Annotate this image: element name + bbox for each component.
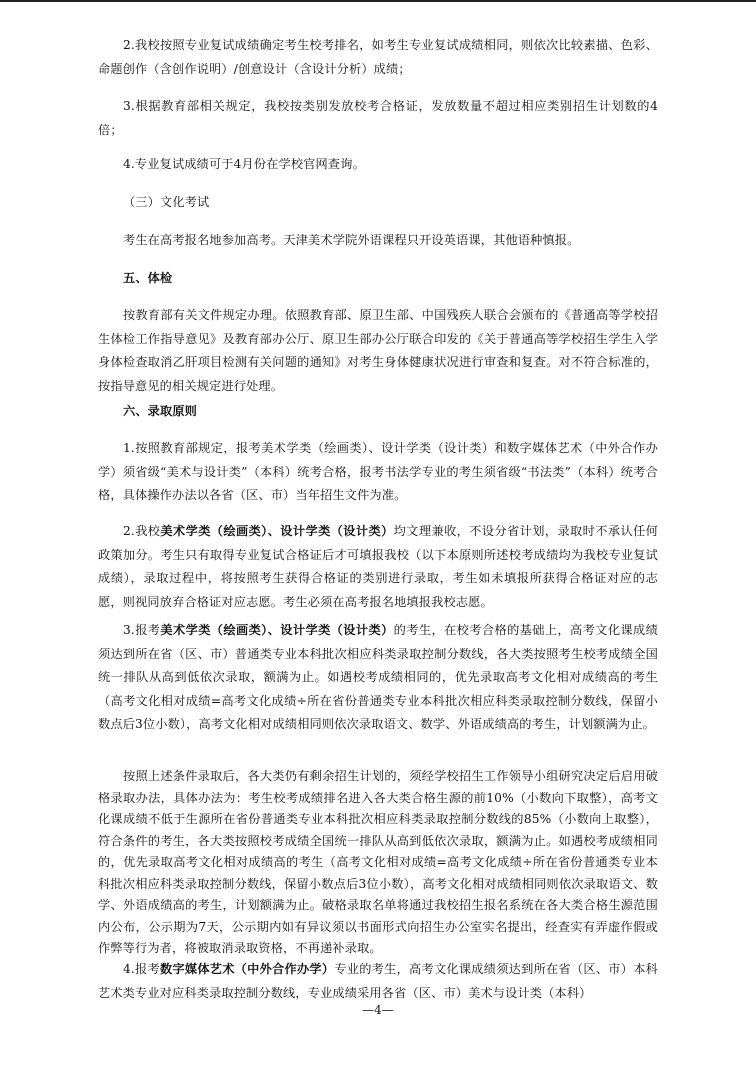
rule-4-body: 专业的考生，高考文化课成绩须达到所在省（区、市）本科艺术类专业对应科类录取控制分数线，专业成绩采用各省（区、市）美术与设计类（本科） [98, 962, 658, 1000]
heading-admission-principles: 六、录取原则 [123, 404, 198, 418]
paragraph-3-certificate: 3.根据教育部相关规定，我校按类别发放校考合格证，发放数量不超过相应类别招生计划数的4倍； [98, 99, 658, 137]
rule-2-body: 均文理兼收，不设分省计划，录取时不承认任何政策加分。考生只有取得专业复试合格证后才可填报我校（以下本原则所述校考成绩均为我校专业复试成绩），录取过程中，将按照考生获得合格证的类别进行录取，考生如未填报所获得合格证对应的志愿，则视同放弃合格证对应志愿。考生必须在高考报名地填报我校志愿。 [98, 524, 658, 609]
paragraph-rule-3 [98, 619, 658, 737]
paragraph-2-ranking: 2.我校按照专业复试成绩确定考生校考排名，如考生专业复试成绩相同，则依次比较素描、色彩、命题创作（含创作说明）/创意设计（含设计分析）成绩； [98, 38, 658, 76]
rule-4-bold-program: 数字媒体艺术（中外合作办学） [159, 962, 335, 976]
rule-3-bold-categories: 美术学类（绘画类）、设计学类（设计类） [160, 623, 394, 637]
paragraph-physical-exam: 按教育部有关文件规定办理。依照教育部、原卫生部、中国残疾人联合会颁布的《普通高等学校招生体检工作指导意见》及教育部办公厅、原卫生部办公厅联合印发的《关于普通高等学校招生学生入学身体检查取消乙肝项目检测有关问题的通知》对考生身体健康状况进行审查和复查。对不符合标准的，按指导意见的相关规定进行处理。 [98, 308, 658, 393]
subheading-culture-exam: （三）文化考试 [123, 195, 210, 209]
paragraph-4-query: 4.专业复试成绩可于4月份在学校官网查询。 [123, 157, 365, 171]
rule-2-bold-categories: 美术学类（绘画类）、设计学类（设计类） [160, 524, 394, 538]
paragraph-rule-2 [98, 520, 658, 614]
top-border [0, 0, 756, 2]
paragraph-rule-1: 1.按照教育部规定，报考美术学类（绘画类）、设计学类（设计类）和数字媒体艺术（中外合作办学）须省级“美术与设计类”（本科）统考合格，报考书法学专业的考生须省级“书法类”（本科）统考合格，具体操作办法以各省（区、市）当年招生文件为准。 [98, 441, 658, 502]
paragraph-rule-3-exceptional: 按照上述条件录取后，各大类仍有剩余招生计划的，须经学校招生工作领导小组研究决定后启用破格录取办法，具体办法为：考生校考成绩排名进入各大类合格生源的前10%（小数向下取整），高考文化课成绩不低于生源所在省份普通类专业本科批次相应科类录取控制分数线的85%（小数向上取整），符合条件的考生，各大类按照校考成绩全国统一排队从高到低依次录取，额满为止。如遇校考成绩相同的，优先录取高考文化相对成绩高的考生（高考文化相对成绩=高考文化成绩÷所在省份普通类专业本科批次相应科类录取控制分数线，保留小数点后3位小数），高考文化相对成绩相同则依次录取语文、数学、外语成绩高的考生，计划额满为止。破格录取名单将通过我校招生报名系统在各大类合格生源范围内公布，公示期为7天，公示期内如有异议须以书面形式向招生办公室实名提出，经查实有弄虚作假或作弊等行为者，将被取消录取资格，不再递补录取。 [98, 769, 658, 955]
rule-3-body: 的考生，在校考合格的基础上，高考文化课成绩须达到所在省（区、市）普通类专业本科批次相应科类录取控制分数线，各大类按照考生校考成绩全国统一排队从高到低依次录取，额满为止。如遇校考成绩相同的，优先录取高考文化相对成绩高的考生（高考文化相对成绩=高考文化成绩÷所在省份普通类专业本科批次相应科类录取控制分数线，保留小数点后3位小数），高考文化相对成绩相同则依次录取语文、数学、外语成绩高的考生，计划额满为止。 [98, 623, 658, 731]
paragraph-culture-exam: 考生在高考报名地参加高考。天津美术学院外语课程只开设英语课，其他语种慎报。 [123, 233, 580, 247]
rule-3-prefix: 3.报考 [123, 623, 161, 637]
rule-4-prefix: 4.报考 [123, 962, 160, 976]
paragraph-rule-4 [98, 958, 658, 1005]
page-number: —4— [362, 1003, 394, 1017]
rule-2-prefix: 2.我校 [123, 524, 161, 538]
heading-physical-exam: 五、体检 [123, 271, 173, 285]
